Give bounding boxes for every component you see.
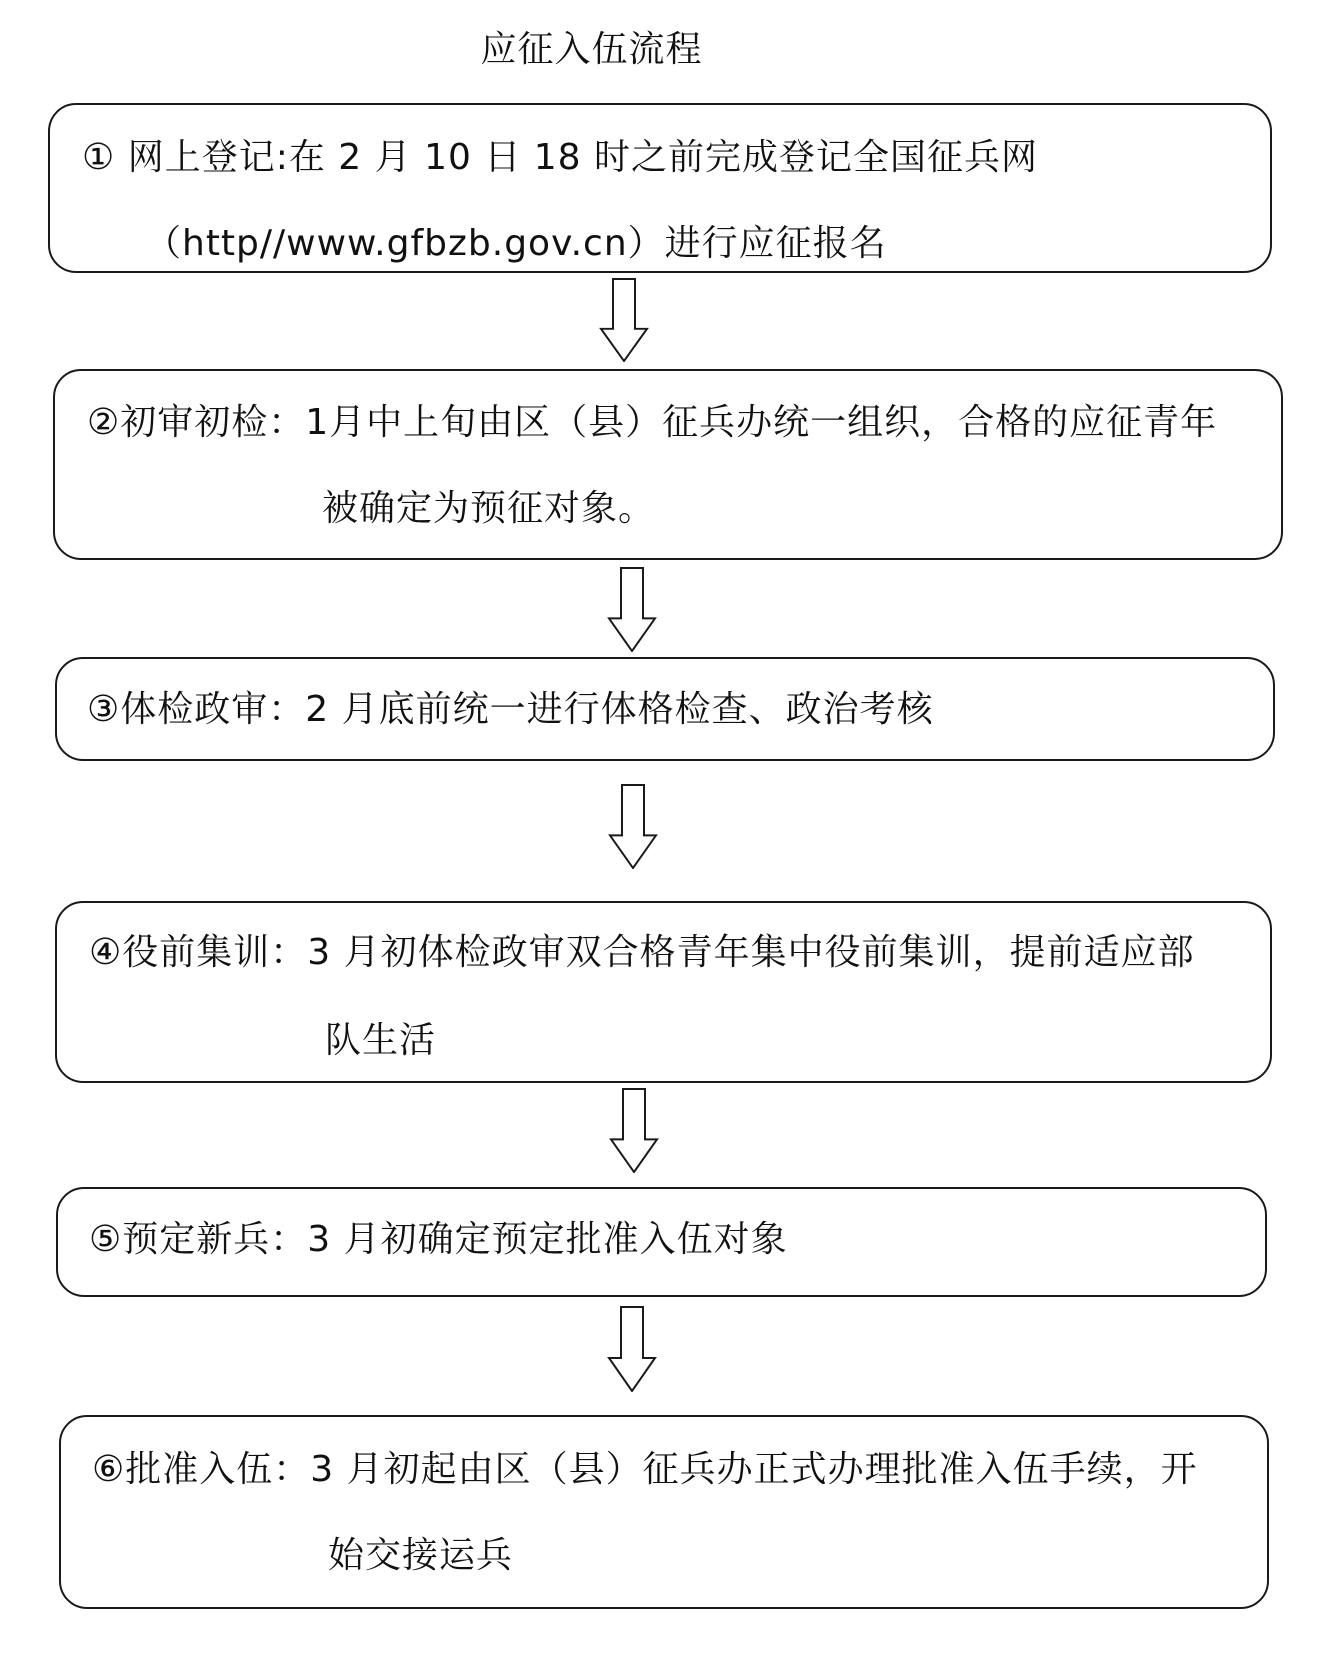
step-6-text-line-2: 始交接运兵 bbox=[328, 1535, 514, 1576]
hollow-down-arrow-icon bbox=[599, 278, 649, 362]
hollow-down-arrow-icon bbox=[609, 1088, 659, 1173]
step-3-text-line-1: ③体检政审：2 月底前统一进行体格检查、政治考核 bbox=[87, 689, 934, 730]
flowchart-title: 应征入伍流程 bbox=[480, 29, 703, 70]
hollow-down-arrow-icon bbox=[607, 567, 657, 652]
step-2-box bbox=[53, 369, 1283, 560]
step-4-box bbox=[55, 901, 1272, 1083]
step-1-box bbox=[48, 103, 1272, 273]
hollow-down-arrow-icon bbox=[607, 1306, 657, 1392]
step-2-text-line-1: ②初审初检：1月中上旬由区（县）征兵办统一组织，合格的应征青年 bbox=[87, 402, 1218, 443]
step-5-text-line-1: ⑤预定新兵：3 月初确定预定批准入伍对象 bbox=[89, 1219, 788, 1260]
step-1-text-line-2: （http//www.gfbzb.gov.cn）进行应征报名 bbox=[145, 223, 887, 264]
step-5-box bbox=[56, 1187, 1267, 1297]
step-6-text-line-1: ⑥批准入伍：3 月初起由区（县）征兵办正式办理批准入伍手续，开 bbox=[92, 1449, 1198, 1490]
step-3-box bbox=[55, 657, 1275, 761]
hollow-down-arrow-icon bbox=[608, 784, 658, 869]
step-2-text-line-2: 被确定为预征对象。 bbox=[322, 488, 656, 529]
step-4-text-line-1: ④役前集训：3 月初体检政审双合格青年集中役前集训，提前适应部 bbox=[89, 932, 1195, 973]
step-6-box bbox=[59, 1415, 1269, 1609]
step-4-text-line-2: 队生活 bbox=[325, 1020, 437, 1061]
step-1-text-line-1: ① 网上登记:在 2 月 10 日 18 时之前完成登记全国征兵网 bbox=[82, 137, 1039, 178]
